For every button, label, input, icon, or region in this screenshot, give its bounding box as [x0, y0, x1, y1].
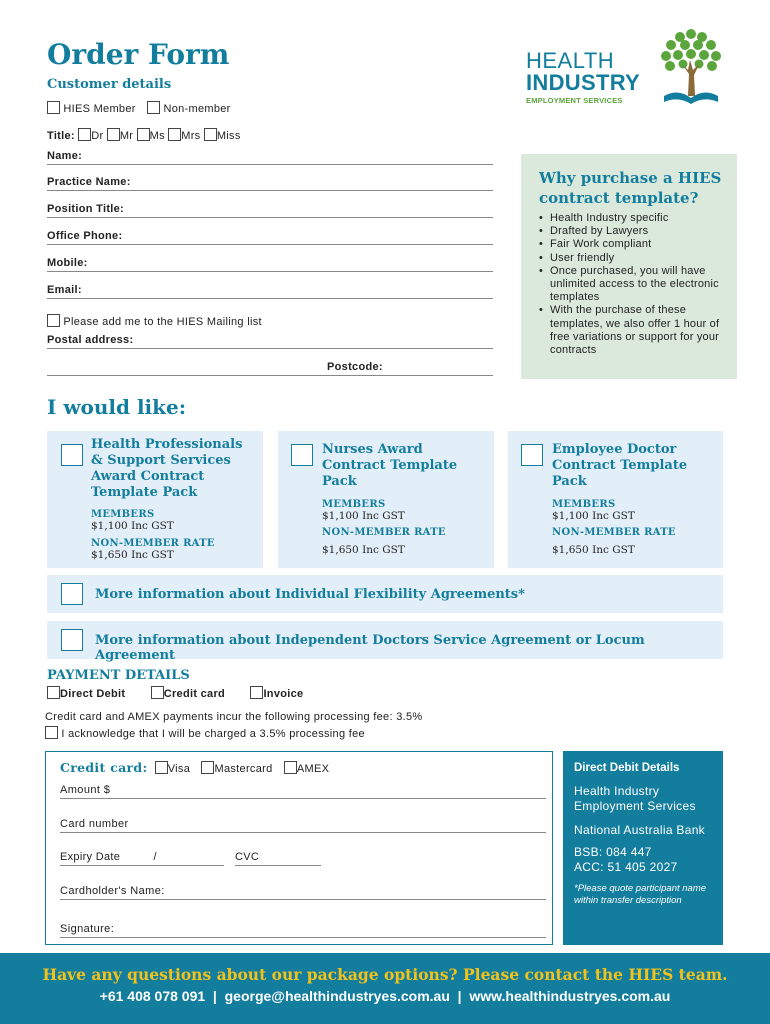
- amex-checkbox[interactable]: [284, 761, 297, 774]
- ms-label: Ms: [149, 130, 165, 142]
- mrs-checkbox[interactable]: [168, 128, 181, 141]
- acknowledge-checkbox[interactable]: [45, 726, 58, 739]
- mailing-list-option: [47, 314, 262, 328]
- direct-debit-heading: Direct Debit Details: [574, 762, 680, 774]
- why-item: • Drafted by Lawyers: [539, 225, 723, 238]
- mailing-list-label: Please add me to the HIES Mailing list: [63, 316, 262, 328]
- why-purchase-box: [521, 154, 737, 379]
- bsb-number: BSB: 084 447: [574, 845, 652, 859]
- pack-title: Employee Doctor Contract Template Pack: [552, 442, 688, 489]
- miss-checkbox[interactable]: [204, 128, 217, 141]
- invoice-checkbox[interactable]: [250, 686, 263, 699]
- pack-checkbox[interactable]: [521, 444, 543, 466]
- direct-debit-label: Direct Debit: [60, 688, 126, 700]
- ms-checkbox[interactable]: [137, 128, 150, 141]
- hies-member-checkbox[interactable]: [47, 101, 60, 114]
- visa-label: Visa: [167, 763, 191, 775]
- pack-title: Health Professionals & Support Services Award Contract Template Pack: [91, 437, 243, 500]
- why-purchase-list: [539, 212, 723, 357]
- cvc-field[interactable]: [235, 851, 321, 866]
- members-price: $1,100 Inc GST: [91, 520, 174, 532]
- cardholder-name-field[interactable]: Cardholder's Name:: [60, 885, 546, 900]
- practice-name-field[interactable]: Practice Name:: [47, 176, 493, 191]
- non-member-rate-label: NON-MEMBER RATE: [91, 538, 215, 549]
- visa-checkbox[interactable]: [155, 761, 168, 774]
- bank-name: National Australia Bank: [574, 823, 705, 837]
- non-member-price: $1,650 Inc GST: [91, 549, 174, 561]
- why-item: • Once purchased, you will have unlimited access to the electronic templates: [539, 265, 723, 305]
- transfer-note: *Please quote participant name within transfer description: [574, 883, 707, 906]
- mobile-field[interactable]: Mobile:: [47, 257, 493, 272]
- idsa-info-checkbox[interactable]: [61, 629, 83, 651]
- credit-card-label: Credit card: [163, 688, 226, 700]
- why-item: • With the purchase of these templates, we also offer 1 hour of free variations or support for your contracts: [539, 304, 723, 357]
- why-item: • Health Industry specific: [539, 212, 723, 225]
- tree-book-icon: [658, 26, 724, 108]
- non-member-checkbox[interactable]: [147, 101, 160, 114]
- pack-title: Nurses Award Contract Template Pack: [322, 442, 458, 489]
- logo-line3: EMPLOYMENT SERVICES: [526, 96, 623, 105]
- office-phone-field[interactable]: Office Phone:: [47, 230, 493, 245]
- acknowledge-option: [45, 726, 365, 740]
- members-price: $1,100 Inc GST: [322, 510, 405, 522]
- card-number-field[interactable]: Card number: [60, 818, 546, 833]
- mastercard-checkbox[interactable]: [201, 761, 214, 774]
- why-item: • Fair Work compliant: [539, 238, 723, 251]
- signature-field[interactable]: Signature:: [60, 923, 546, 938]
- dr-label: Dr: [91, 130, 104, 142]
- invoice-label: Invoice: [263, 688, 304, 700]
- pack-card-employee-doctor: [508, 431, 723, 568]
- hies-logo: [526, 26, 726, 112]
- would-like-heading: I would like:: [47, 395, 187, 419]
- account-name: Health Industry Employment Services: [574, 784, 696, 813]
- acknowledge-label: I acknowledge that I will be charged a 3.5% processing fee: [61, 728, 365, 740]
- expiry-date-field[interactable]: [60, 851, 224, 866]
- amount-field[interactable]: Amount $: [60, 784, 546, 799]
- mailing-list-checkbox[interactable]: [47, 314, 60, 327]
- email-field[interactable]: Email:: [47, 284, 493, 299]
- non-member-price: $1,650 Inc GST: [552, 544, 635, 556]
- members-price: $1,100 Inc GST: [552, 510, 635, 522]
- position-title-field[interactable]: Position Title:: [47, 203, 493, 218]
- credit-card-label: Credit card:: [60, 760, 148, 775]
- dr-checkbox[interactable]: [78, 128, 91, 141]
- hies-member-label: HIES Member: [63, 103, 136, 115]
- payment-methods: [47, 686, 303, 700]
- payment-heading: PAYMENT DETAILS: [47, 668, 190, 683]
- non-member-label: Non-member: [163, 103, 231, 115]
- mr-checkbox[interactable]: [107, 128, 120, 141]
- member-type-options: [47, 101, 231, 115]
- expiry-separator: /: [153, 851, 157, 863]
- why-item: • User friendly: [539, 252, 723, 265]
- section-subtitle: Customer details: [47, 77, 172, 92]
- credit-card-box: [45, 751, 553, 945]
- direct-debit-box: [563, 751, 723, 945]
- pack-card-health-professionals: [47, 431, 263, 568]
- members-label: MEMBERS: [552, 499, 616, 510]
- postcode-label: Postcode:: [327, 361, 383, 373]
- miss-label: Miss: [216, 130, 241, 142]
- page-title: Order Form: [47, 38, 230, 71]
- mrs-label: Mrs: [181, 130, 201, 142]
- members-label: MEMBERS: [322, 499, 386, 510]
- title-options: [47, 128, 241, 142]
- idsa-info-row: [47, 621, 723, 663]
- footer-contact[interactable]: +61 408 078 091 | george@healthindustryes.com.au | www.healthindustryes.com.au: [99, 988, 671, 1004]
- name-field[interactable]: Name:: [47, 150, 493, 165]
- account-number: ACC: 51 405 2027: [574, 860, 678, 874]
- amex-label: AMEX: [296, 763, 330, 775]
- footer-question: Have any questions about our package options? Please contact the HIES team.: [42, 965, 728, 984]
- postal-address-field[interactable]: Postal address:: [47, 334, 493, 349]
- credit-card-checkbox[interactable]: [151, 686, 164, 699]
- non-member-price: $1,650 Inc GST: [322, 544, 405, 556]
- members-label: MEMBERS: [91, 509, 155, 520]
- direct-debit-checkbox[interactable]: [47, 686, 60, 699]
- postcode-field[interactable]: [47, 361, 493, 376]
- title-label: Title:: [47, 130, 75, 142]
- fee-note: Credit card and AMEX payments incur the following processing fee: 3.5%: [45, 711, 423, 723]
- mastercard-label: Mastercard: [214, 763, 273, 775]
- why-purchase-title: Why purchase a HIES contract template?: [539, 169, 722, 207]
- idsa-info-label: More information about Independent Doctors Service Agreement or Locum Agreement: [95, 633, 645, 663]
- credit-card-type-row: [60, 760, 329, 775]
- ifa-info-row: [47, 575, 723, 613]
- logo-line2: INDUSTRY: [526, 70, 641, 95]
- pack-card-nurses-award: [278, 431, 494, 568]
- ifa-info-checkbox[interactable]: [61, 583, 83, 605]
- pack-checkbox[interactable]: [291, 444, 313, 466]
- non-member-rate-label: NON-MEMBER RATE: [322, 527, 446, 538]
- logo-line1: HEALTH: [526, 48, 615, 73]
- expiry-label: Expiry Date: [60, 851, 121, 863]
- mr-label: Mr: [119, 130, 134, 142]
- pack-checkbox[interactable]: [61, 444, 83, 466]
- ifa-info-label: More information about Individual Flexibility Agreements*: [95, 587, 525, 602]
- non-member-rate-label: NON-MEMBER RATE: [552, 527, 676, 538]
- cvc-label: CVC: [235, 851, 260, 863]
